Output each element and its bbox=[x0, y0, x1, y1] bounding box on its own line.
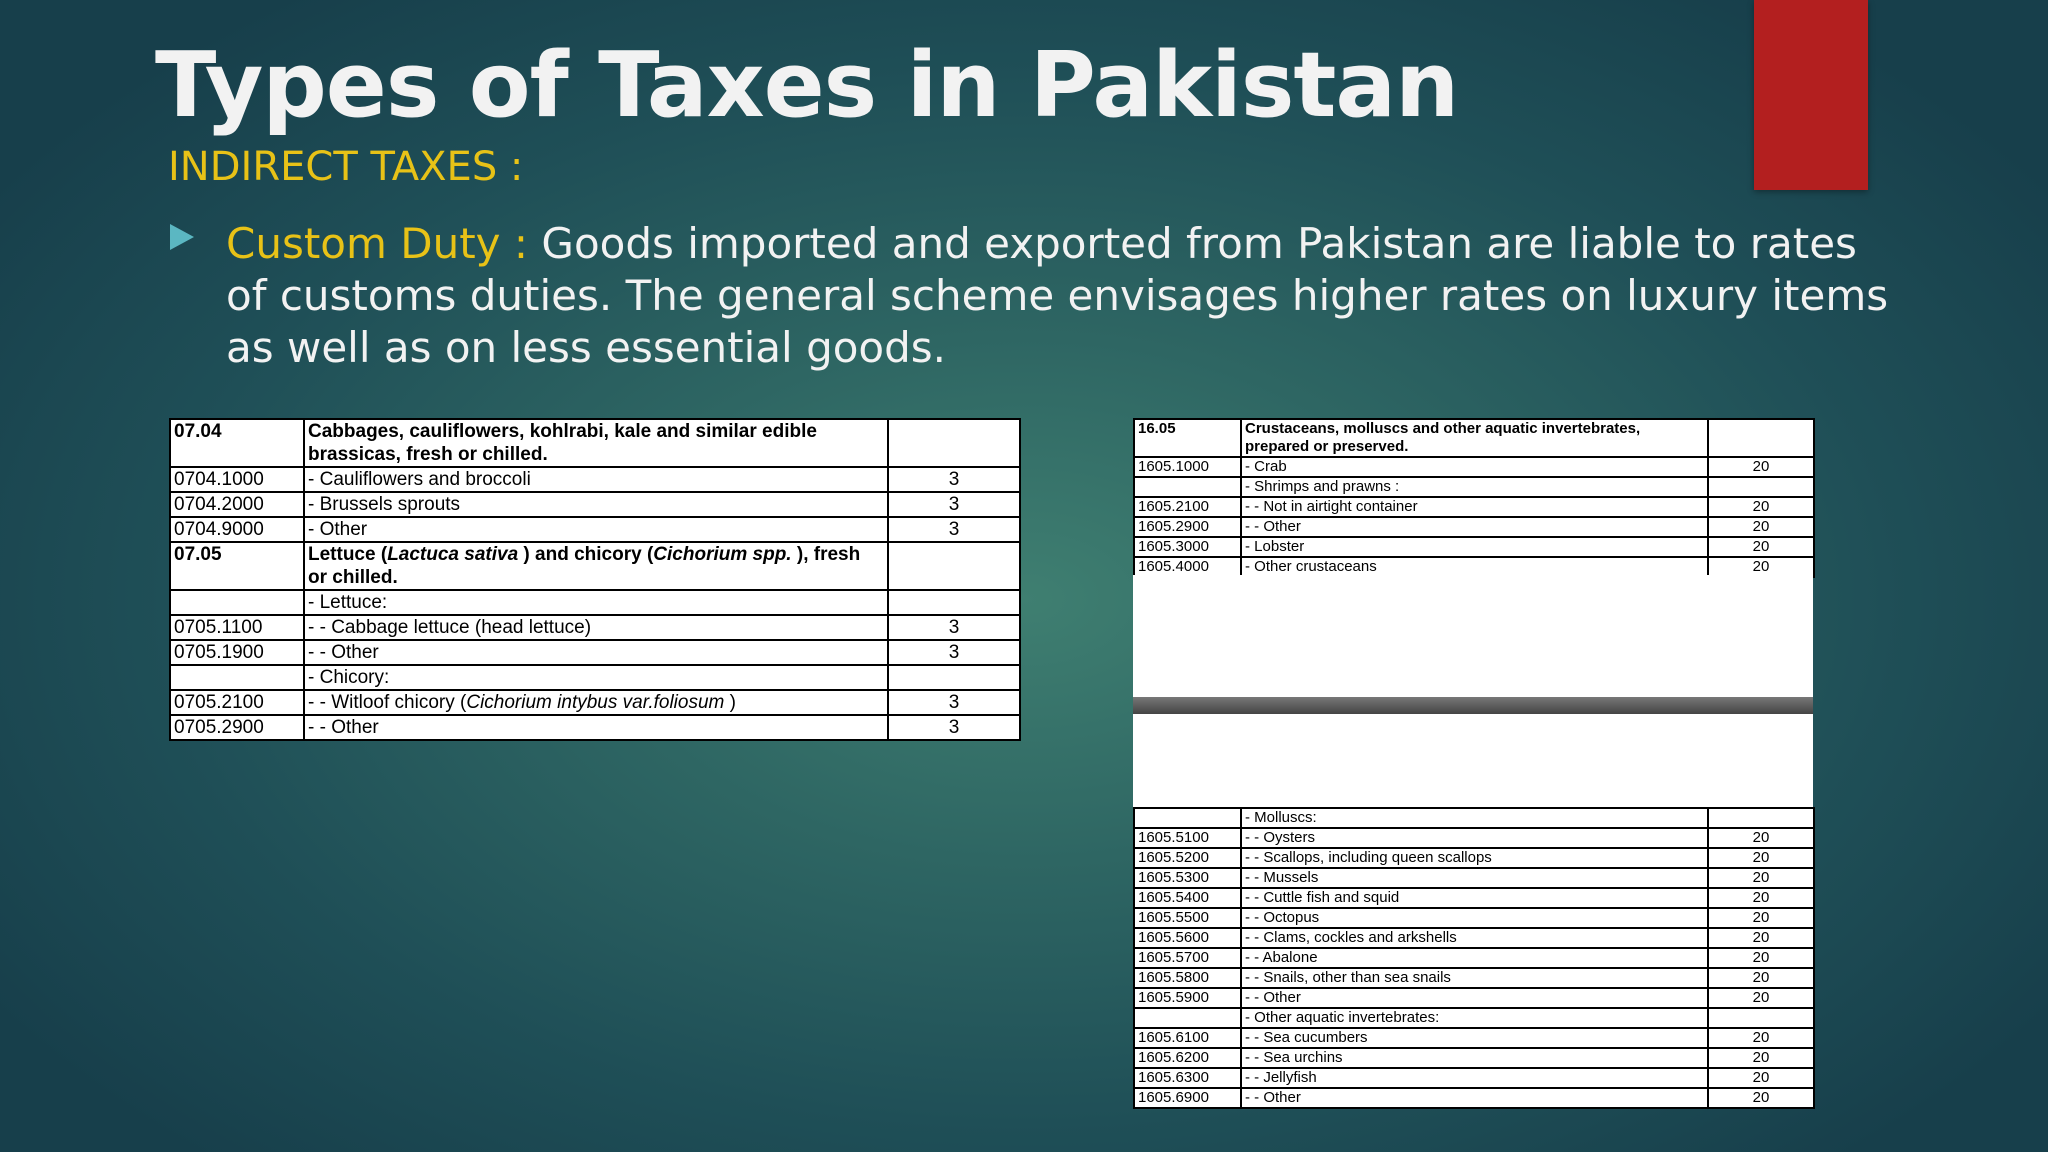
duty-rate-cell: 20 bbox=[1708, 928, 1814, 948]
tariff-code-cell: 0704.9000 bbox=[170, 517, 304, 542]
table-row bbox=[1134, 948, 1814, 968]
table-row bbox=[170, 419, 1020, 467]
description-cell: - - Snails, other than sea snails bbox=[1241, 968, 1708, 988]
duty-rate-cell: 3 bbox=[888, 492, 1020, 517]
description-cell: - Molluscs: bbox=[1241, 808, 1708, 828]
tariff-table-crustaceans bbox=[1133, 418, 1815, 578]
table-row bbox=[1134, 537, 1814, 557]
table-row bbox=[1134, 419, 1814, 457]
tariff-code-cell: 1605.6300 bbox=[1134, 1068, 1241, 1088]
table-row bbox=[1134, 808, 1814, 828]
tariff-code-cell: 0704.2000 bbox=[170, 492, 304, 517]
description-cell: - - Scallops, including queen scallops bbox=[1241, 848, 1708, 868]
description-cell: - - Other bbox=[304, 640, 888, 665]
duty-rate-cell bbox=[1708, 419, 1814, 457]
table-row bbox=[1134, 517, 1814, 537]
table-row bbox=[1134, 557, 1814, 577]
duty-rate-cell bbox=[888, 665, 1020, 690]
table-row bbox=[170, 640, 1020, 665]
table-row bbox=[1134, 828, 1814, 848]
table-row bbox=[170, 517, 1020, 542]
duty-rate-cell: 3 bbox=[888, 467, 1020, 492]
description-cell: - Crab bbox=[1241, 457, 1708, 477]
slide-subtitle: INDIRECT TAXES : bbox=[168, 144, 524, 190]
duty-rate-cell: 20 bbox=[1708, 828, 1814, 848]
description-cell: - - Abalone bbox=[1241, 948, 1708, 968]
duty-rate-cell: 20 bbox=[1708, 988, 1814, 1008]
page-break-bar bbox=[1133, 697, 1813, 714]
tariff-code-cell: 07.04 bbox=[170, 419, 304, 467]
description-cell: Lettuce (Lactuca sativa ) and chicory (Cichorium spp. ), fresh or chilled. bbox=[304, 542, 888, 590]
tariff-code-cell bbox=[170, 590, 304, 615]
description-cell: - Shrimps and prawns : bbox=[1241, 477, 1708, 497]
duty-rate-cell: 20 bbox=[1708, 457, 1814, 477]
tariff-code-cell: 1605.2900 bbox=[1134, 517, 1241, 537]
description-cell: Cabbages, cauliflowers, kohlrabi, kale and similar edible brassicas, fresh or chilled. bbox=[304, 419, 888, 467]
tariff-table-molluscs bbox=[1133, 807, 1815, 1109]
tariff-code-cell bbox=[1134, 1008, 1241, 1028]
description-cell: - Brussels sprouts bbox=[304, 492, 888, 517]
table-row bbox=[170, 590, 1020, 615]
description-cell: Crustaceans, molluscs and other aquatic invertebrates, prepared or preserved. bbox=[1241, 419, 1708, 457]
duty-rate-cell: 20 bbox=[1708, 868, 1814, 888]
duty-rate-cell bbox=[1708, 1008, 1814, 1028]
table-row bbox=[170, 615, 1020, 640]
blank-page-area bbox=[1133, 714, 1813, 807]
bullet-custom-duty bbox=[170, 218, 1910, 374]
table-row bbox=[1134, 477, 1814, 497]
duty-rate-cell: 3 bbox=[888, 690, 1020, 715]
tariff-code-cell: 16.05 bbox=[1134, 419, 1241, 457]
description-cell: - - Jellyfish bbox=[1241, 1068, 1708, 1088]
duty-rate-cell: 20 bbox=[1708, 848, 1814, 868]
table-row bbox=[1134, 1028, 1814, 1048]
duty-rate-cell: 20 bbox=[1708, 968, 1814, 988]
table-row bbox=[1134, 1008, 1814, 1028]
duty-rate-cell: 3 bbox=[888, 715, 1020, 740]
tariff-code-cell: 1605.5200 bbox=[1134, 848, 1241, 868]
tariff-table-body bbox=[1134, 808, 1814, 1108]
duty-rate-cell: 20 bbox=[1708, 948, 1814, 968]
duty-rate-cell bbox=[888, 419, 1020, 467]
table-row bbox=[170, 665, 1020, 690]
tariff-code-cell: 1605.1000 bbox=[1134, 457, 1241, 477]
tariff-code-cell: 1605.3000 bbox=[1134, 537, 1241, 557]
tariff-code-cell: 0705.2900 bbox=[170, 715, 304, 740]
table-row bbox=[1134, 1088, 1814, 1108]
table-row bbox=[1134, 888, 1814, 908]
duty-rate-cell bbox=[1708, 477, 1814, 497]
table-row bbox=[1134, 868, 1814, 888]
table-row bbox=[1134, 1048, 1814, 1068]
table-row bbox=[1134, 968, 1814, 988]
description-cell: - - Sea urchins bbox=[1241, 1048, 1708, 1068]
tariff-code-cell: 1605.6900 bbox=[1134, 1088, 1241, 1108]
tariff-code-cell bbox=[1134, 477, 1241, 497]
duty-rate-cell: 20 bbox=[1708, 537, 1814, 557]
tariff-code-cell: 1605.6200 bbox=[1134, 1048, 1241, 1068]
description-cell: - - Octopus bbox=[1241, 908, 1708, 928]
description-cell: - Other crustaceans bbox=[1241, 557, 1708, 577]
table-row bbox=[170, 467, 1020, 492]
description-cell: - - Sea cucumbers bbox=[1241, 1028, 1708, 1048]
duty-rate-cell: 20 bbox=[1708, 888, 1814, 908]
duty-rate-cell: 20 bbox=[1708, 517, 1814, 537]
tariff-code-cell: 1605.4000 bbox=[1134, 557, 1241, 577]
description-cell: - - Other bbox=[304, 715, 888, 740]
description-cell: - - Witloof chicory (Cichorium intybus var.foliosum ) bbox=[304, 690, 888, 715]
description-cell: - - Oysters bbox=[1241, 828, 1708, 848]
tariff-code-cell: 0705.1900 bbox=[170, 640, 304, 665]
tariff-code-cell: 1605.5100 bbox=[1134, 828, 1241, 848]
bullet-body: Goods imported and exported from Pakistan are liable to rates of customs duties. The general scheme envisages higher rates on luxury items as well as on less essential goods. bbox=[226, 219, 1889, 372]
duty-rate-cell: 20 bbox=[1708, 1048, 1814, 1068]
tariff-code-cell: 1605.5600 bbox=[1134, 928, 1241, 948]
duty-rate-cell: 3 bbox=[888, 615, 1020, 640]
description-cell: - Lobster bbox=[1241, 537, 1708, 557]
tariff-code-cell: 1605.6100 bbox=[1134, 1028, 1241, 1048]
duty-rate-cell: 3 bbox=[888, 640, 1020, 665]
bullet-text bbox=[226, 218, 1910, 374]
table-row bbox=[170, 690, 1020, 715]
duty-rate-cell: 20 bbox=[1708, 557, 1814, 577]
duty-rate-cell: 3 bbox=[888, 517, 1020, 542]
description-cell: - Lettuce: bbox=[304, 590, 888, 615]
tariff-code-cell bbox=[170, 665, 304, 690]
description-cell: - - Cabbage lettuce (head lettuce) bbox=[304, 615, 888, 640]
red-accent-tab bbox=[1754, 0, 1868, 190]
table-row bbox=[1134, 1068, 1814, 1088]
table-row bbox=[1134, 848, 1814, 868]
tariff-code-cell: 1605.5300 bbox=[1134, 868, 1241, 888]
description-cell: - Cauliflowers and broccoli bbox=[304, 467, 888, 492]
duty-rate-cell: 20 bbox=[1708, 908, 1814, 928]
slide-title: Types of Taxes in Pakistan bbox=[155, 33, 1459, 138]
duty-rate-cell: 20 bbox=[1708, 1028, 1814, 1048]
duty-rate-cell: 20 bbox=[1708, 1088, 1814, 1108]
table-row bbox=[170, 492, 1020, 517]
bullet-label: Custom Duty : bbox=[226, 219, 529, 268]
tariff-table-vegetables bbox=[169, 418, 1021, 741]
tariff-code-cell: 07.05 bbox=[170, 542, 304, 590]
tariff-code-cell: 1605.5500 bbox=[1134, 908, 1241, 928]
tariff-code-cell: 1605.5800 bbox=[1134, 968, 1241, 988]
tariff-code-cell bbox=[1134, 808, 1241, 828]
tariff-code-cell: 1605.5900 bbox=[1134, 988, 1241, 1008]
description-cell: - - Other bbox=[1241, 517, 1708, 537]
bullet-arrow-icon bbox=[170, 224, 194, 250]
description-cell: - - Other bbox=[1241, 1088, 1708, 1108]
duty-rate-cell bbox=[888, 590, 1020, 615]
description-cell: - - Not in airtight container bbox=[1241, 497, 1708, 517]
description-cell: - - Other bbox=[1241, 988, 1708, 1008]
description-cell: - - Clams, cockles and arkshells bbox=[1241, 928, 1708, 948]
tariff-code-cell: 0705.1100 bbox=[170, 615, 304, 640]
tariff-code-cell: 1605.5400 bbox=[1134, 888, 1241, 908]
tariff-code-cell: 0704.1000 bbox=[170, 467, 304, 492]
description-cell: - - Mussels bbox=[1241, 868, 1708, 888]
table-row bbox=[1134, 497, 1814, 517]
tariff-code-cell: 0705.2100 bbox=[170, 690, 304, 715]
description-cell: - Chicory: bbox=[304, 665, 888, 690]
tariff-table-body bbox=[1134, 419, 1814, 577]
tariff-code-cell: 1605.5700 bbox=[1134, 948, 1241, 968]
tariff-table-body bbox=[170, 419, 1020, 740]
description-cell: - Other aquatic invertebrates: bbox=[1241, 1008, 1708, 1028]
table-row bbox=[170, 715, 1020, 740]
table-row bbox=[1134, 928, 1814, 948]
description-cell: - - Cuttle fish and squid bbox=[1241, 888, 1708, 908]
table-row bbox=[1134, 908, 1814, 928]
description-cell: - Other bbox=[304, 517, 888, 542]
duty-rate-cell bbox=[888, 542, 1020, 590]
table-row bbox=[1134, 457, 1814, 477]
table-row bbox=[1134, 988, 1814, 1008]
tariff-code-cell: 1605.2100 bbox=[1134, 497, 1241, 517]
duty-rate-cell bbox=[1708, 808, 1814, 828]
duty-rate-cell: 20 bbox=[1708, 1068, 1814, 1088]
duty-rate-cell: 20 bbox=[1708, 497, 1814, 517]
table-row bbox=[170, 542, 1020, 590]
blank-page-area bbox=[1133, 575, 1813, 697]
